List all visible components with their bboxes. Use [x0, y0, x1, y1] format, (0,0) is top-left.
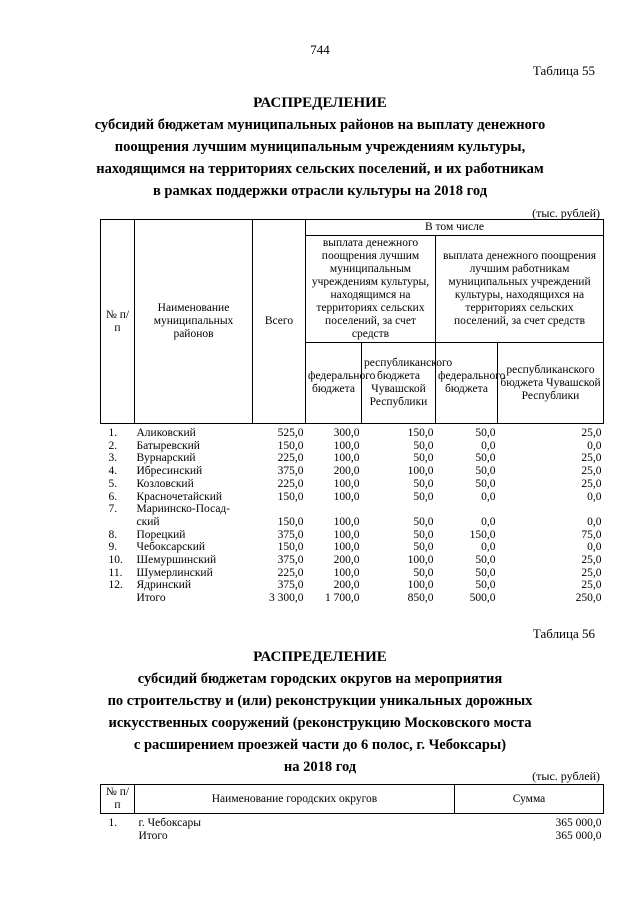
table-56-title — [60, 646, 580, 778]
federal-2-value: 0,0 — [481, 541, 496, 554]
table-row — [101, 503, 604, 516]
row-number: 9. — [108, 541, 118, 554]
republic-1-value: 50,0 — [413, 490, 434, 503]
row-number: 1. — [108, 817, 118, 829]
federal-1-value: 100,0 — [333, 439, 360, 452]
republic-1-value: 850,0 — [407, 592, 434, 605]
federal-1-value: 200,0 — [333, 579, 360, 592]
header-no: № п/п — [101, 785, 135, 814]
republic-2-value: 25,0 — [581, 465, 602, 478]
table-55-title — [60, 92, 580, 202]
total-value: 375,0 — [277, 554, 304, 567]
federal-2-value: 500,0 — [469, 592, 496, 605]
district-name: Аликовский — [136, 427, 196, 439]
federal-1-value: 100,0 — [333, 452, 360, 465]
table-row — [101, 541, 604, 554]
federal-2-value: 150,0 — [469, 528, 496, 541]
republic-1-value: 100,0 — [407, 554, 434, 567]
row-number — [101, 592, 135, 605]
row-number — [101, 830, 135, 843]
federal-2-value: 50,0 — [475, 566, 496, 579]
title-line: субсидий бюджетам городских округов на мероприятия — [137, 671, 503, 687]
table-row — [101, 516, 604, 529]
district-name: ский — [136, 515, 160, 528]
federal-2-value: 0,0 — [481, 439, 496, 452]
city-name: г. Чебоксары — [138, 817, 201, 829]
district-name: Шумерлинский — [136, 566, 213, 579]
table-row — [101, 491, 604, 504]
district-name: Чебоксарский — [136, 541, 206, 554]
federal-2-value: 0,0 — [481, 515, 496, 528]
table-row — [101, 830, 604, 843]
federal-1-value: 300,0 — [333, 427, 360, 439]
federal-2-value: 50,0 — [475, 477, 496, 490]
district-name: Красночетайский — [136, 490, 223, 503]
republic-1-value: 50,0 — [413, 452, 434, 465]
header-group-institutions: выплата денежного поощрения лучшим муниципальным учреждениям культуры, находящимся на территориях сельских поселений, за счет средств — [306, 236, 436, 343]
total-value — [253, 503, 306, 516]
republic-2-value: 25,0 — [581, 452, 602, 465]
district-name: Козловский — [136, 477, 194, 490]
federal-2-value: 50,0 — [475, 465, 496, 478]
title-line: поощрения лучшим муниципальным учреждениям культуры, — [114, 139, 526, 155]
table-row — [101, 452, 604, 465]
federal-1-value: 200,0 — [333, 554, 360, 567]
republic-2-value: 25,0 — [581, 427, 602, 439]
row-number: 4. — [108, 465, 118, 478]
table-56 — [100, 784, 604, 843]
header-republic-2: республиканского бюджета Чувашской Республики — [498, 343, 604, 424]
title-line: на 2018 год — [283, 759, 357, 775]
table-row — [101, 440, 604, 453]
district-name: Ядринский — [136, 579, 192, 592]
republic-1-value — [362, 503, 436, 516]
header-total: Всего — [253, 220, 306, 424]
row-number: 12. — [108, 579, 123, 592]
total-value: 3 300,0 — [269, 592, 304, 605]
total-value: 225,0 — [277, 452, 304, 465]
table-row — [101, 529, 604, 542]
district-name: Порецкий — [136, 528, 186, 541]
republic-1-value: 50,0 — [413, 477, 434, 490]
total-value: 375,0 — [277, 579, 304, 592]
title-line: РАСПРЕДЕЛЕНИЕ — [253, 95, 387, 111]
header-name: Наименование городских округов — [135, 785, 455, 814]
federal-1-value — [306, 503, 362, 516]
header-name: Наименование муниципальных районов — [135, 220, 253, 424]
table-row — [101, 554, 604, 567]
row-number: 5. — [108, 477, 118, 490]
row-number: 3. — [108, 452, 118, 465]
total-value: 150,0 — [277, 515, 304, 528]
federal-2-value: 50,0 — [475, 452, 496, 465]
title-line: субсидий бюджетам муниципальных районов на выплату денежного — [94, 117, 546, 133]
federal-2-value: 0,0 — [481, 490, 496, 503]
row-number: 10. — [108, 554, 123, 567]
federal-1-value: 100,0 — [333, 541, 360, 554]
republic-1-value: 100,0 — [407, 579, 434, 592]
table-row — [101, 478, 604, 491]
table-55-units: (тыс. рублей) — [532, 206, 600, 220]
republic-2-value — [498, 503, 604, 516]
table-56-units: (тыс. рублей) — [532, 769, 600, 783]
sum-value: 365 000,0 — [555, 817, 602, 829]
district-name: Мариинско-Посад- — [136, 503, 231, 516]
page-number: 744 — [310, 42, 330, 57]
total-value: 150,0 — [277, 490, 304, 503]
row-number: 8. — [108, 528, 118, 541]
total-value: 150,0 — [277, 439, 304, 452]
district-name: Ибресинский — [136, 465, 203, 478]
row-number: 1. — [108, 427, 118, 439]
republic-2-value: 25,0 — [581, 477, 602, 490]
federal-1-value: 100,0 — [333, 528, 360, 541]
federal-1-value: 100,0 — [333, 515, 360, 528]
federal-1-value: 1 700,0 — [325, 592, 360, 605]
republic-2-value: 25,0 — [581, 579, 602, 592]
republic-2-value: 0,0 — [587, 515, 602, 528]
federal-2-value: 50,0 — [475, 554, 496, 567]
republic-1-value: 150,0 — [407, 427, 434, 439]
federal-2-value: 50,0 — [475, 579, 496, 592]
row-number: 2. — [108, 439, 118, 452]
table-row — [101, 424, 604, 440]
republic-1-value: 50,0 — [413, 515, 434, 528]
republic-2-value: 25,0 — [581, 554, 602, 567]
total-value: 525,0 — [277, 427, 304, 439]
header-including: В том числе — [306, 220, 604, 236]
title-line: с расширением проезжей части до 6 полос, г. Чебоксары) — [133, 737, 507, 753]
title-line: находящимся на территориях сельских поселений, и их работникам — [96, 161, 544, 177]
table-row — [101, 814, 604, 831]
header-federal-2: федерального бюджета — [436, 343, 498, 424]
header-federal-1: федерального бюджета — [306, 343, 362, 424]
table-56-label: Таблица 56 — [532, 626, 595, 641]
total-value: 375,0 — [277, 528, 304, 541]
republic-1-value: 100,0 — [407, 465, 434, 478]
title-line: РАСПРЕДЕЛЕНИЕ — [253, 649, 387, 665]
row-number — [101, 516, 135, 529]
republic-2-value: 25,0 — [581, 566, 602, 579]
republic-2-value: 0,0 — [587, 490, 602, 503]
total-value: 150,0 — [277, 541, 304, 554]
federal-2-value — [436, 503, 498, 516]
table-row — [101, 465, 604, 478]
row-number: 11. — [108, 566, 123, 579]
district-name: Шемуршинский — [136, 554, 217, 567]
republic-1-value: 50,0 — [413, 439, 434, 452]
header-republic-1: республиканского бюджета Чувашской Республики — [362, 343, 436, 424]
table-row — [101, 579, 604, 592]
city-name: Итого — [138, 830, 168, 842]
table-55-label: Таблица 55 — [532, 63, 595, 78]
federal-1-value: 100,0 — [333, 490, 360, 503]
header-sum: Сумма — [455, 785, 604, 814]
table-55 — [100, 219, 604, 605]
total-value: 225,0 — [277, 566, 304, 579]
title-line: искусственных сооружений (реконструкцию Московского моста — [108, 715, 532, 731]
title-line: в рамках поддержки отрасли культуры на 2018 год — [152, 183, 488, 199]
republic-1-value: 50,0 — [413, 541, 434, 554]
federal-1-value: 200,0 — [333, 465, 360, 478]
header-group-workers: выплата денежного поощрения лучшим работникам муниципальных учреждений культуры, находящихся на территориях сельских поселений, за счет средств — [436, 236, 604, 343]
district-name: Батыревский — [136, 439, 200, 452]
republic-2-value: 0,0 — [587, 439, 602, 452]
table-row — [101, 592, 604, 605]
header-no: № п/п — [101, 220, 135, 424]
federal-1-value: 100,0 — [333, 566, 360, 579]
row-number: 7. — [108, 503, 118, 516]
sum-value: 365 000,0 — [555, 830, 602, 842]
republic-2-value: 0,0 — [587, 541, 602, 554]
republic-2-value: 75,0 — [581, 528, 602, 541]
republic-1-value: 50,0 — [413, 566, 434, 579]
republic-1-value: 50,0 — [413, 528, 434, 541]
row-number: 6. — [108, 490, 118, 503]
federal-2-value: 50,0 — [475, 427, 496, 439]
district-name: Итого — [136, 592, 166, 605]
total-value: 375,0 — [277, 465, 304, 478]
title-line: по строительству и (или) реконструкции уникальных дорожных — [107, 693, 533, 709]
district-name: Вурнарский — [136, 452, 196, 465]
republic-2-value: 250,0 — [575, 592, 602, 605]
total-value: 225,0 — [277, 477, 304, 490]
federal-1-value: 100,0 — [333, 477, 360, 490]
table-row — [101, 567, 604, 580]
